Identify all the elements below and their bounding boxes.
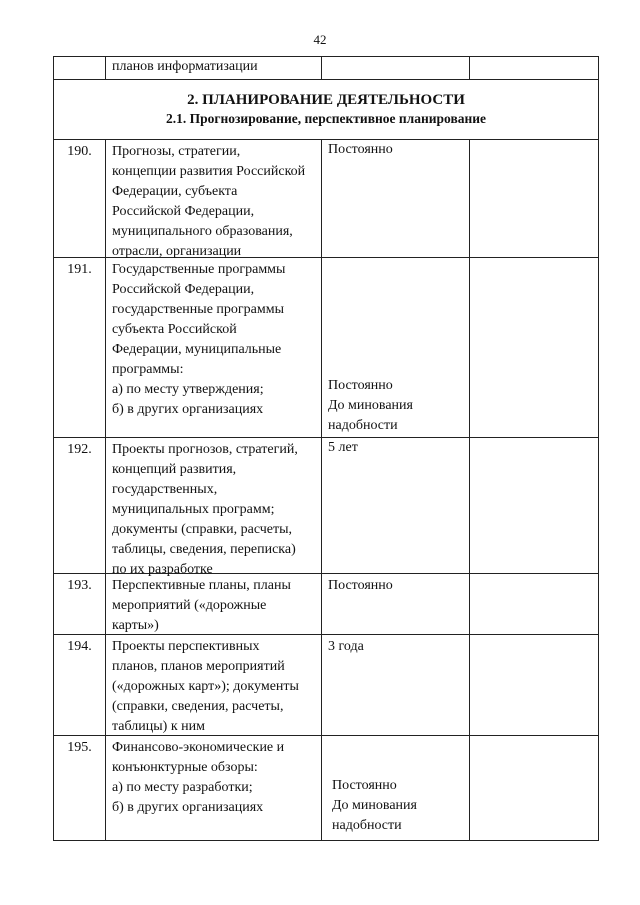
number-cell xyxy=(54,574,106,634)
number-cell xyxy=(54,140,106,257)
title-line: концепций развития, xyxy=(112,462,237,477)
term-line: Постоянно xyxy=(328,578,393,593)
title-line: Перспективные планы, планы xyxy=(112,578,291,593)
title-line: а) по месту разработки; xyxy=(112,780,253,795)
title-cell xyxy=(106,736,322,840)
title-line: б) в других организациях xyxy=(112,402,264,417)
term-line: До минования xyxy=(328,398,413,413)
title-line: Российской Федерации, xyxy=(112,204,255,219)
title-line: государственных, xyxy=(112,482,218,497)
title-line: государственные программы xyxy=(112,302,284,317)
title-line: по их разработке xyxy=(112,562,213,577)
section-title: 2. ПЛАНИРОВАНИЕ ДЕЯТЕЛЬНОСТИ xyxy=(187,92,465,108)
title-line: отрасли, организации xyxy=(112,244,242,259)
term-line: надобности xyxy=(332,818,402,833)
row-number: 195. xyxy=(67,740,92,755)
term-cell xyxy=(322,57,470,79)
term-line: 5 лет xyxy=(328,440,358,455)
title-line: таблицы, сведения, переписка) xyxy=(112,542,296,557)
title-line: Финансово-экономические и xyxy=(112,740,285,755)
title-cell xyxy=(106,258,322,437)
title-line: концепции развития Российской xyxy=(112,164,306,179)
title-line: (справки, сведения, расчеты, xyxy=(112,699,284,714)
page-number: 42 xyxy=(313,32,327,47)
title-cell xyxy=(106,635,322,735)
table-row xyxy=(54,57,598,80)
section-header xyxy=(54,80,598,140)
title-line: («дорожных карт»); документы xyxy=(112,679,299,694)
term-line: До минования xyxy=(332,798,417,813)
table-row xyxy=(54,635,598,736)
title-line: муниципальных программ; xyxy=(112,502,275,517)
title-cell xyxy=(106,57,322,79)
term-cell xyxy=(322,635,470,735)
number-cell xyxy=(54,57,106,79)
term-cell xyxy=(322,574,470,634)
title-line: муниципального образования, xyxy=(112,224,293,239)
table-row xyxy=(54,574,598,635)
title-line: субъекта Российской xyxy=(112,322,237,337)
title-line: Федерации, субъекта xyxy=(112,184,238,199)
table-row xyxy=(54,258,598,438)
title-line: а) по месту утверждения; xyxy=(112,382,264,397)
term-line: надобности xyxy=(328,418,398,433)
term-cell xyxy=(322,736,470,840)
number-cell xyxy=(54,438,106,573)
term-line: Постоянно xyxy=(328,142,393,157)
title-line: Проекты прогнозов, стратегий, xyxy=(112,442,298,457)
title-line: планов, планов мероприятий xyxy=(112,659,285,674)
note-cell xyxy=(470,57,598,79)
note-cell xyxy=(470,140,598,257)
term-line: 3 года xyxy=(328,639,364,654)
note-cell xyxy=(470,574,598,634)
title-line: таблицы) к ним xyxy=(112,719,205,734)
number-cell xyxy=(54,736,106,840)
table-row xyxy=(54,438,598,577)
title-line: б) в других организациях xyxy=(112,800,264,815)
title-cell xyxy=(106,140,322,257)
note-cell xyxy=(470,635,598,735)
records-table xyxy=(53,56,599,841)
note-cell xyxy=(470,736,598,840)
title-line: документы (справки, расчеты, xyxy=(112,522,293,537)
term-line: Постоянно xyxy=(332,778,397,793)
title-cell xyxy=(106,438,322,577)
title-line: Государственные программы xyxy=(112,262,286,277)
row-number: 191. xyxy=(67,262,92,277)
title-cell xyxy=(106,574,322,634)
title-line: Проекты перспективных xyxy=(112,639,260,654)
title-line: мероприятий («дорожные xyxy=(112,598,267,613)
table-row xyxy=(54,736,598,840)
term-cell xyxy=(322,140,470,257)
title-line: Прогнозы, стратегии, xyxy=(112,144,241,159)
table-row xyxy=(54,140,598,258)
term-line: Постоянно xyxy=(328,378,393,393)
subsection-title: 2.1. Прогнозирование, перспективное планирование xyxy=(165,111,487,126)
title-line: планов информатизации xyxy=(112,59,258,74)
title-line: Федерации, муниципальные xyxy=(112,342,282,357)
number-cell xyxy=(54,635,106,735)
row-number: 190. xyxy=(67,144,92,159)
title-line: программы: xyxy=(112,362,184,377)
title-line: карты») xyxy=(112,618,159,633)
row-number: 192. xyxy=(67,442,92,457)
note-cell xyxy=(470,258,598,437)
title-line: конъюнктурные обзоры: xyxy=(112,760,258,775)
row-number: 193. xyxy=(67,578,92,593)
number-cell xyxy=(54,258,106,437)
term-cell xyxy=(322,438,470,573)
term-cell xyxy=(322,258,470,437)
row-number: 194. xyxy=(67,639,92,654)
note-cell xyxy=(470,438,598,573)
title-line: Российской Федерации, xyxy=(112,282,255,297)
